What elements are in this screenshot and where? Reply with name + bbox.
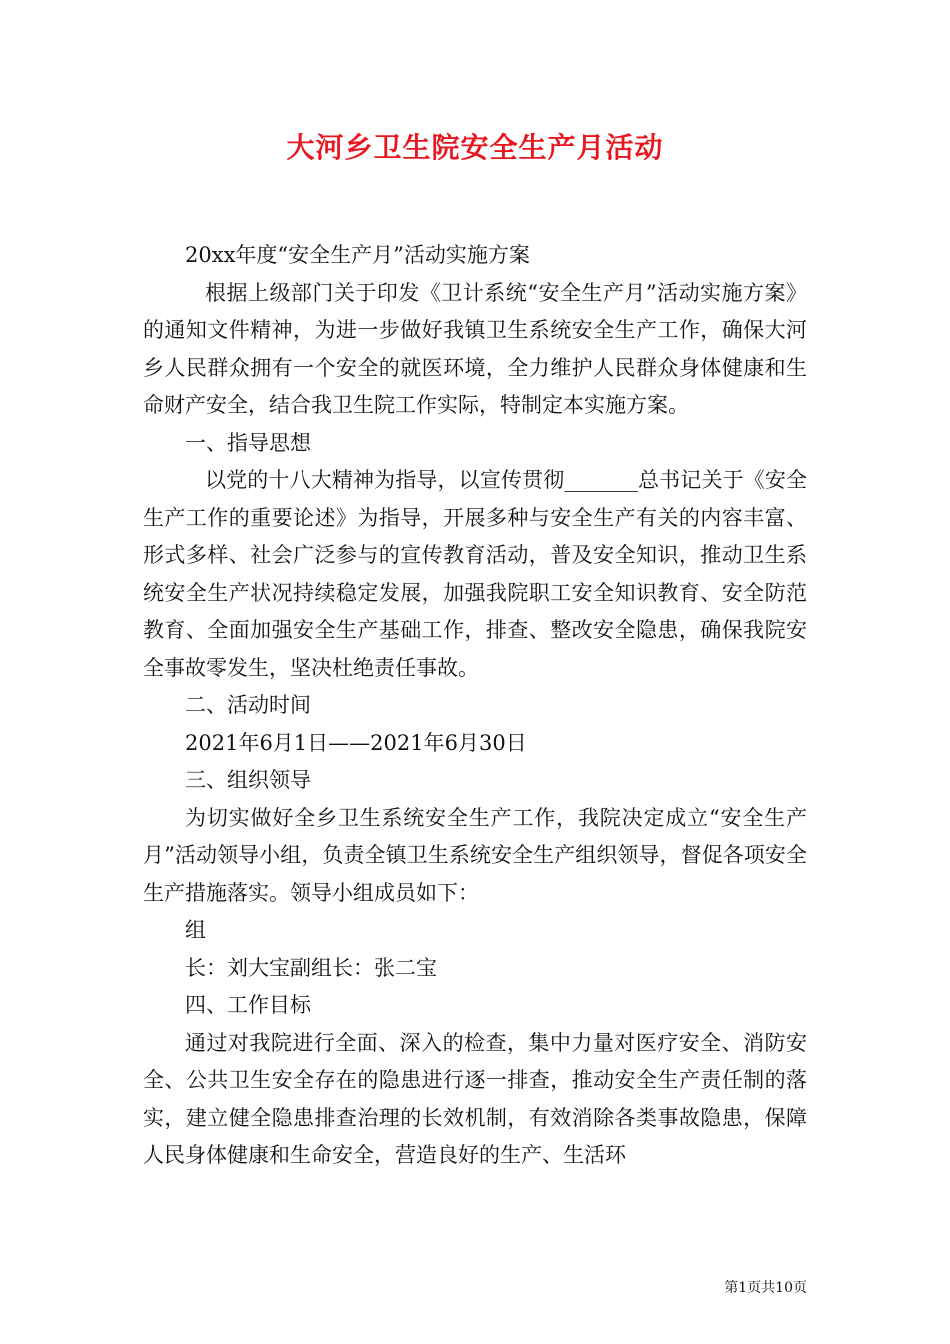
section-heading-organization: 三、组织领导 — [185, 768, 311, 792]
plan-subtitle: 20xx年度“安全生产月”活动实施方案 — [185, 243, 530, 267]
page-number-footer: 第1页共10页 — [724, 1280, 807, 1296]
guiding-thought-paragraph: 以党的十八大精神为指导，以宣传贯彻_______总书记关于《安全生产工作的重要论述》为指导，开展多种与安全生产有关的内容丰富、形式多样、社会广泛参与的宣传教育活动，普及安全知识，推动卫生系统安全生产状况持续稳定发展，加强我院职工安全知识教育、安全防范教育、全面加强安全生产基础工作，排查、整改安全隐患，确保我院安全事故零发生，坚决杜绝责任事故。 — [143, 468, 807, 680]
leader-names-line: 长：刘大宝副组长：张二宝 — [185, 955, 437, 980]
section-heading-guiding-thought: 一、指导思想 — [185, 430, 311, 455]
section-heading-activity-time: 二、活动时间 — [185, 693, 311, 717]
work-goals-paragraph: 通过对我院进行全面、深入的检查，集中力量对医疗安全、消防安全、公共卫生安全存在的隐患进行逐一排查，推动安全生产责任制的落实，建立健全隐患排查治理的长效机制，有效消除各类事故隐患，保障人民身体健康和生命安全，营造良好的生产、生活环 — [143, 1030, 807, 1167]
organization-paragraph: 为切实做好全乡卫生系统安全生产工作，我院决定成立“安全生产月”活动领导小组，负责全镇卫生系统安全生产组织领导，督促各项安全生产措施落实。领导小组成员如下： — [143, 805, 807, 905]
activity-time-range: 2021年6月1日——2021年6月30日 — [185, 730, 527, 755]
document-title: 大河乡卫生院安全生产月活动 — [286, 131, 664, 164]
document-body — [143, 237, 807, 1175]
leader-label-line: 组 — [185, 918, 206, 942]
section-heading-work-goals: 四、工作目标 — [185, 993, 311, 1017]
intro-paragraph: 根据上级部门关于印发《卫计系统“安全生产月”活动实施方案》的通知文件精神，为进一步做好我镇卫生系统安全生产工作，确保大河乡人民群众拥有一个安全的就医环境，全力维护人民群众身体健康和生命财产安全，结合我卫生院工作实际，特制定本实施方案。 — [143, 280, 807, 417]
